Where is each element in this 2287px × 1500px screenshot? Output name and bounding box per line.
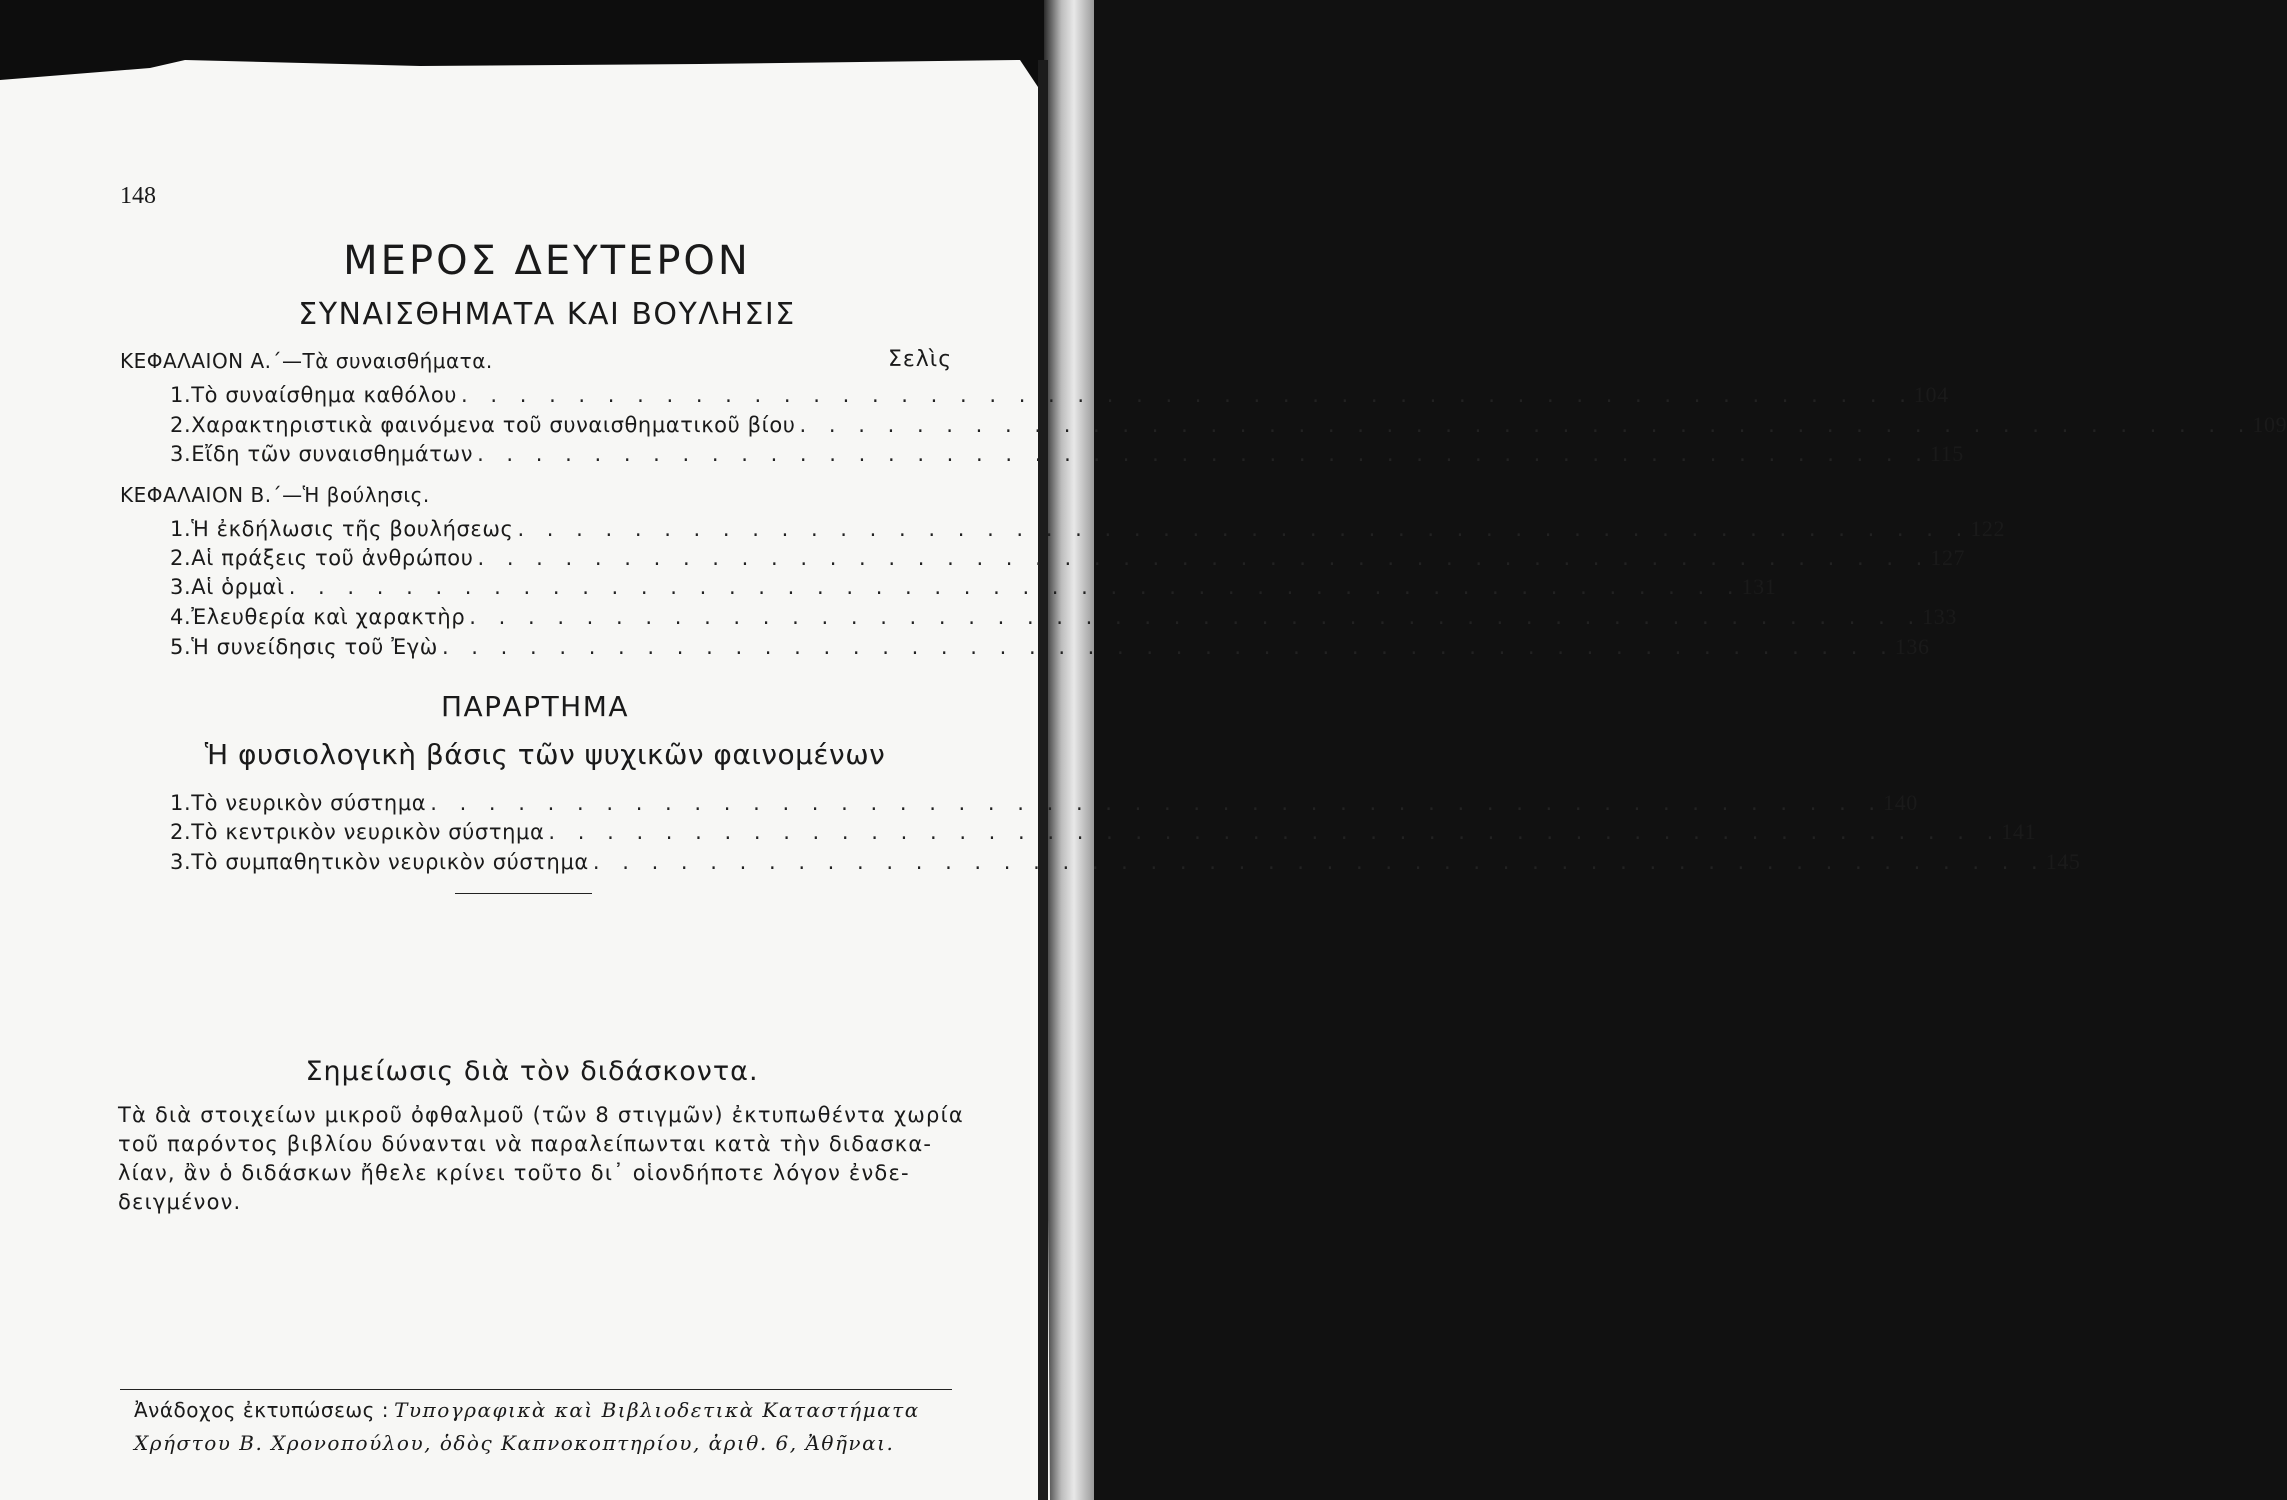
toc-entry-title: Χαρακτηριστικὰ φαινόμενα τοῦ συναισθηματικοῦ βίου — [191, 413, 796, 437]
toc-entry-number: 3. — [170, 442, 192, 466]
dot-leader: . . . . . . . . . . . . . . . . . . . . . . . . . . . . . . . . . . . . . . . . . . . . . . . . . . — [477, 546, 1931, 570]
toc-entry-number: 2. — [170, 413, 192, 437]
toc-entry — [170, 545, 1966, 575]
dot-leader: . . . . . . . . . . . . . . . . . . . . . . . . . . . . . . . . . . . . . . . . . . . . . . . . . . — [477, 442, 1930, 466]
toc-entry-page: 133 — [1922, 604, 1957, 629]
part-title: ΜΕΡΟΣ ΔΕΥΤΕΡΟΝ — [343, 238, 751, 284]
toc-entry — [170, 849, 2081, 879]
toc-entry — [170, 441, 1964, 471]
toc-entry-title: Αἱ ὁρμαὶ — [191, 575, 285, 599]
page-number: 148 — [120, 183, 156, 209]
toc-entry — [170, 790, 1918, 820]
toc-entry-number: 4. — [170, 605, 192, 629]
toc-entry-page: 141 — [2001, 819, 2037, 844]
toc-entry-title: Ἡ συνείδησις τοῦ Ἐγὼ — [191, 635, 438, 659]
toc-entry — [170, 574, 1777, 604]
dot-leader: . . . . . . . . . . . . . . . . . . . . . . . . . . . . . . . . . . . . . . . . . . . . . . . . . . — [288, 575, 1742, 599]
footer-rule — [120, 1389, 952, 1390]
toc-entry-number: 1. — [170, 517, 192, 541]
dot-leader: . . . . . . . . . . . . . . . . . . . . . . . . . . . . . . . . . . . . . . . . . . . . . . . . . . — [441, 635, 1895, 659]
dot-leader: . . . . . . . . . . . . . . . . . . . . . . . . . . . . . . . . . . . . . . . . . . . . . . . . . . — [548, 820, 2002, 844]
toc-entry — [170, 634, 1930, 664]
toc-entry-page: 131 — [1741, 574, 1777, 599]
toc-entry — [170, 382, 1949, 412]
toc-entry-title: Τὸ κεντρικὸν νευρικὸν σύστημα — [191, 820, 545, 844]
toc-entry-title: Τὸ συμπαθητικὸν νευρικὸν σύστημα — [191, 850, 589, 874]
chapter-heading: ΚΕΦΑΛΑΙΟΝ Α.΄—Τὰ συναισθήματα. — [120, 349, 493, 373]
section-divider — [455, 893, 592, 894]
toc-entry-title: Εἴδη τῶν συναισθημάτων — [191, 442, 474, 466]
toc-entry-number: 3. — [170, 850, 192, 874]
toc-entry-page: 140 — [1883, 790, 1918, 815]
toc-entry-page: 115 — [1929, 441, 1964, 466]
printer-address: Χρήστου Β. Χρονοπούλου, ὁδὸς Καπνοκοπτηρίου, ἀριθ. 6, Ἀθῆναι. — [134, 1431, 895, 1455]
note-line: λίαν, ἂν ὁ διδάσκων ἤθελε κρίνει τοῦτο δι᾿ οἱονδήποτε λόγον ἐνδε- — [118, 1161, 910, 1185]
printer-label: Ἀνάδοχος ἐκτυπώσεως : — [134, 1398, 389, 1422]
toc-entry-title: Ἐλευθερία καὶ χαρακτὴρ — [191, 605, 466, 629]
toc-entry-page: 136 — [1894, 634, 1930, 659]
dot-leader: . . . . . . . . . . . . . . . . . . . . . . . . . . . . . . . . . . . . . . . . . . . . . . . . . . — [430, 791, 1884, 815]
dot-leader: . . . . . . . . . . . . . . . . . . . . . . . . . . . . . . . . . . . . . . . . . . . . . . . . . . — [799, 413, 2253, 437]
toc-entry-title: Ἡ ἐκδήλωσις τῆς βουλήσεως — [191, 517, 514, 541]
note-line: Τὰ διὰ στοιχείων μικροῦ ὀφθαλμοῦ (τῶν 8 στιγμῶν) ἐκτυπωθέντα χωρία — [118, 1103, 964, 1127]
toc-entry-page: 145 — [2045, 849, 2081, 874]
note-heading: Σημείωσις διὰ τὸν διδάσκοντα. — [305, 1056, 759, 1087]
toc-entry — [170, 516, 2006, 546]
note-line: τοῦ παρόντος βιβλίου δύνανται νὰ παραλείπωνται κατὰ τὴν διδασκα- — [118, 1132, 933, 1156]
toc-entry — [170, 412, 2287, 442]
dot-leader: . . . . . . . . . . . . . . . . . . . . . . . . . . . . . . . . . . . . . . . . . . . . . . . . . . — [592, 850, 2046, 874]
toc-entry — [170, 819, 2037, 849]
appendix-subtitle: Ἡ φυσιολογικὴ βάσις τῶν ψυχικῶν φαινομένων — [204, 738, 886, 771]
part-subtitle: ΣΥΝΑΙΣΘΗΜΑΤΑ ΚΑΙ ΒΟΥΛΗΣΙΣ — [298, 297, 796, 332]
appendix-title: ΠΑΡΑΡΤΗΜΑ — [440, 690, 630, 723]
toc-entry-number: 2. — [170, 546, 192, 570]
toc-entry-page: 109 — [2252, 412, 2287, 437]
toc-entry-number: 5. — [170, 635, 192, 659]
dot-leader: . . . . . . . . . . . . . . . . . . . . . . . . . . . . . . . . . . . . . . . . . . . . . . . . . . — [469, 605, 1923, 629]
toc-entry-title: Αἱ πράξεις τοῦ ἀνθρώπου — [191, 546, 474, 570]
chapter-heading: ΚΕΦΑΛΑΙΟΝ Β.΄—Ἡ βούλησις. — [120, 483, 430, 507]
toc-entry-page: 122 — [1970, 516, 2006, 541]
toc-entry-number: 3. — [170, 575, 192, 599]
note-line: δειγμένον. — [118, 1190, 242, 1214]
toc-entry-number: 2. — [170, 820, 192, 844]
toc-entry-title: Τὸ συναίσθημα καθόλου — [191, 383, 458, 407]
printer-line-1 — [134, 1398, 920, 1422]
toc-entry-page: 127 — [1930, 545, 1966, 570]
dot-leader: . . . . . . . . . . . . . . . . . . . . . . . . . . . . . . . . . . . . . . . . . . . . . . . . . . — [517, 517, 1971, 541]
toc-entry — [170, 604, 1957, 634]
toc-entry-number: 1. — [170, 791, 192, 815]
pages-column-heading: Σελὶς — [888, 347, 953, 372]
dot-leader: . . . . . . . . . . . . . . . . . . . . . . . . . . . . . . . . . . . . . . . . . . . . . . . . . . — [461, 383, 1914, 407]
toc-entry-number: 1. — [170, 383, 192, 407]
toc-entry-title: Τὸ νευρικὸν σύστημα — [191, 791, 427, 815]
printer-name: Τυπογραφικὰ καὶ Βιβλιοδετικὰ Καταστήματα — [394, 1398, 920, 1422]
toc-entry-page: 104 — [1913, 382, 1949, 407]
